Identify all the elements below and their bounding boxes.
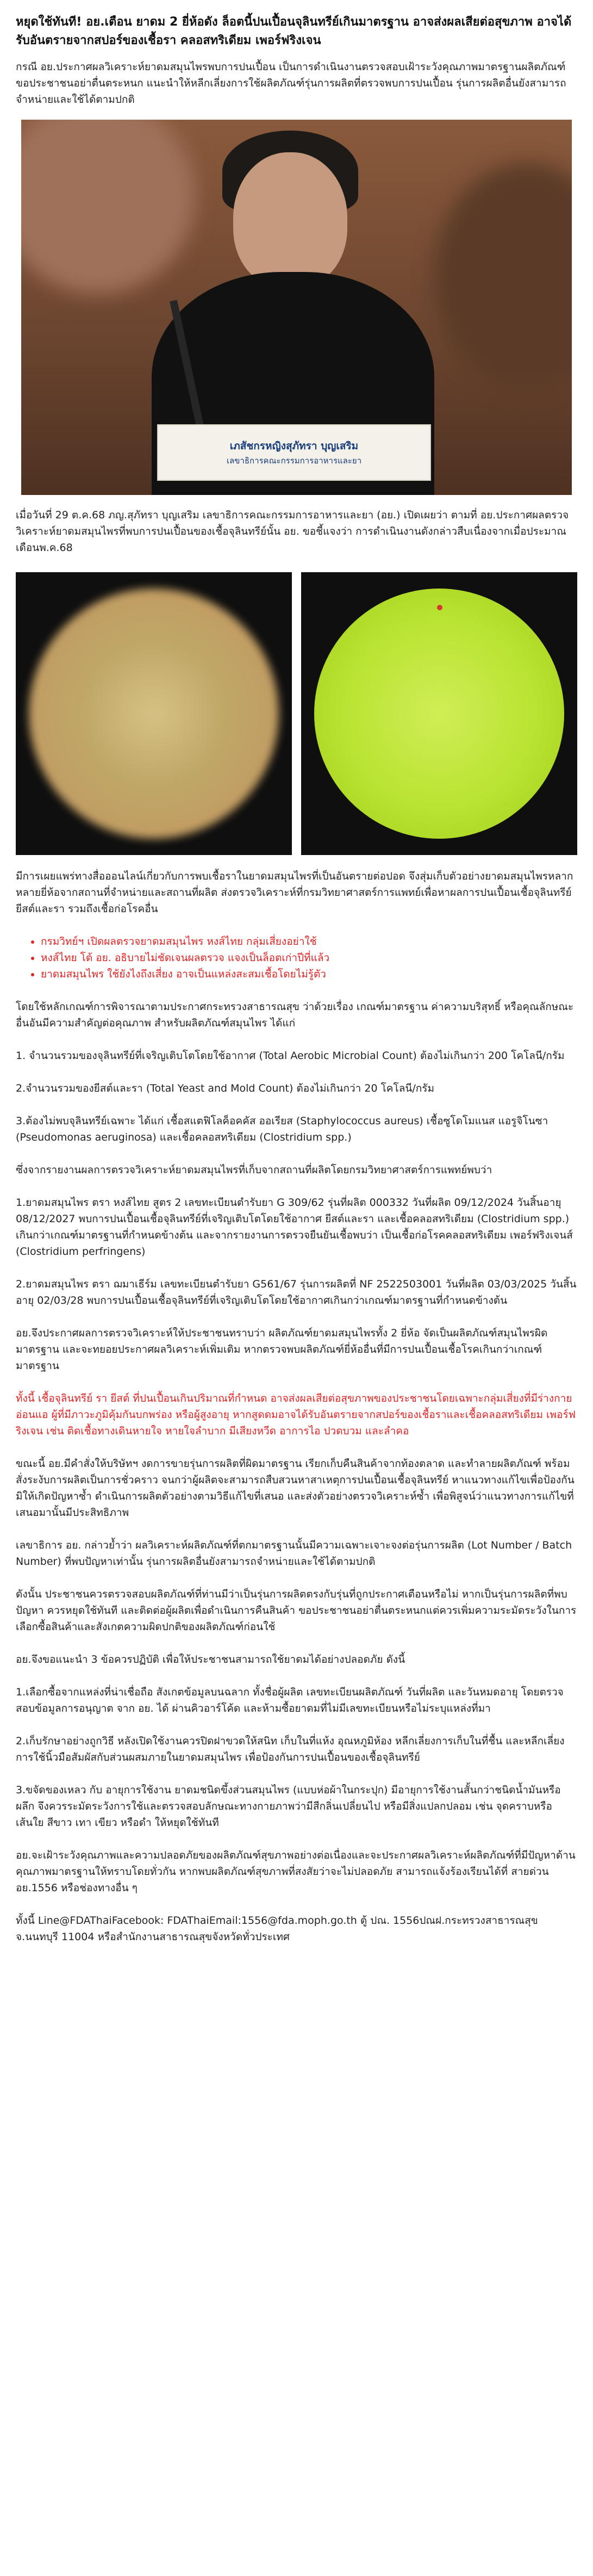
- related-news-link[interactable]: • กรมวิทย์ฯ เปิดผลตรวจยาดมสมุนไพร หงส์ไทย กลุ่มเสี่ยงอย่าใช้: [41, 933, 577, 950]
- article-paragraph: มีการเผยแพร่ทางสื่อออนไลน์เกี่ยวกับการพบเชื้อราในยาดมสมุนไพรที่เป็นอันตรายต่อปอด จึงสุ่มเก็บตัวอย่างยาดมสมุนไพรหลากหลายยี่ห้อจากสถานที่จำหน่ายและสถานที่ผลิต ส่งตรวจวิเคราะห์ที่กรมวิทยาศาสตร์การแพทย์เพื่อหาผลการปนเปื้อนเชื้อจุลินทรีย์ ยีสต์และรา รวมถึงเชื้อก่อโรคอื่น: [16, 870, 573, 915]
- article-paragraph: โดยใช้หลักเกณฑ์การพิจารณาตามประกาศกระทรวงสาธารณสุข ว่าด้วยเรื่อง เกณฑ์มาตรฐาน ค่าความบริสุทธิ์ หรือคุณลักษณะอื่นอันมีความสำคัญต่อคุณภาพ สำหรับผลิตภัณฑ์สมุนไพร ได้แก่: [16, 1001, 574, 1029]
- background-blur-shape: [21, 120, 195, 294]
- article-headline: หยุดใช้ทันที! อย.เตือน ยาดม 2 ยี่ห้อดัง ล็อตนี้ปนเปื้อนจุลินทรีย์เกินมาตรฐาน อาจส่งผลเสียต่อสุขภาพ อาจได้รับอันตรายจากสปอร์ของเชื้อรา คลอสทริเดียม เพอร์ฟริงเจน: [16, 15, 572, 47]
- article-lead: กรณี อย.ประกาศผลวิเคราะห์ยาดมสมุนไพรพบการปนเปื้อน เป็นการดำเนินงานตรวจสอบเฝ้าระวังคุณภาพมาตรฐานผลิตภัณฑ์ ขอประชาชนอย่าตื่นตระหนก แนะนำให้หลีกเลี่ยงการใช้ผลิตภัณฑ์รุ่นการผลิตที่ตรวจพบการปนเปื้อน รุ่นการผลิตอื่นยังสามารถจำหน่ายและใช้ได้ตามปกติ: [16, 61, 566, 106]
- petri-dish-culture: [29, 589, 279, 839]
- article-paragraph: ซึ่งจากรายงานผลการตรวจวิเคราะห์ยาดมสมุนไพรที่เก็บจากสถานที่ผลิตโดยกรมวิทยาศาสตร์การแพทย์พบว่า: [16, 1164, 492, 1176]
- related-news-link[interactable]: • ยาดมสมุนไพร ใช้ยังไงถึงเสี่ยง อาจเป็นแหล่งสะสมเชื้อโดยไม่รู้ตัว: [41, 966, 577, 982]
- health-warning: ทั้งนี้ เชื้อจุลินทรีย์ รา ยีสต์ ที่ปนเปื้อนเกินปริมาณที่กำหนด อาจส่งผลเสียต่อสุขภาพของประชาชนโดยเฉพาะกลุ่มเสี่ยงที่มีร่างกายอ่อนแอ ผู้ที่มีภาวะภูมิคุ้มกันบกพร่อง หรือผู้สูงอายุ หากสูดดมอาจได้รับอันตรายจากสปอร์ของเชื้อราและเชื้อคลอสทริเดียม เพอร์ฟริงเจน เช่น ติดเชื้อทางเดินหายใจ หายใจลำบาก มีเสียงหวีด อาการไอ ปวดบวม และลำคอ: [16, 1392, 576, 1437]
- petri-dish-images: [16, 572, 577, 855]
- culture-spot: [437, 605, 442, 610]
- speaker-nameplate: [157, 424, 431, 481]
- finding-item: 1.ยาดมสมุนไพร ตรา หงส์ไทย สูตร 2 เลขทะเบียนตำรับยา G 309/62 รุ่นที่ผลิต 000332 วันที่ผลิต 09/12/2024 วันสิ้นอายุ 08/12/2027 พบการปนเปื้อนเชื้อจุลินทรีย์ที่เจริญเติบโตโดยใช้อากาศ ยีสต์และรา และเชื้อคลอสทริเดียม (Clostridium spp.) เกินกว่าเกณฑ์มาตรฐานที่กำหนดข้างต้น และจากรายงานการตรวจยืนยันเชื้อพบว่า เป็นเชื้อก่อโรคคลอสทริเดียม เพอร์ฟริงเจนส์ (Clostridium perfringens): [16, 1197, 573, 1258]
- article-paragraph: อย.จึงประกาศผลการตรวจวิเคราะห์ให้ประชาชนทราบว่า ผลิตภัณฑ์ยาดมสมุนไพรทั้ง 2 ยี่ห้อ จัดเป็นผลิตภัณฑ์สมุนไพรผิดมาตรฐาน และจะทยอยประกาศผลวิเคราะห์เพิ่มเติม หากตรวจพบผลิตภัณฑ์ยี่ห้ออื่นที่มีการปนเปื้อนเชื้อโรคเกินกว่าเกณฑ์มาตรฐาน: [16, 1327, 548, 1372]
- related-news-link[interactable]: • หงส์ไทย โต้ อย. อธิบายไม่ชัดเจนผลตรวจ แจงเป็นล็อตเก่าปีที่แล้ว: [41, 950, 577, 966]
- petri-dish-culture: [314, 589, 564, 839]
- article-paragraph: อย.จะเฝ้าระวังคุณภาพและความปลอดภัยของผลิตภัณฑ์สุขภาพอย่างต่อเนื่องและจะประกาศผลวิเคราะห์ผลิตภัณฑ์ที่มีปัญหาด้านคุณภาพมาตรฐานให้ทราบโดยทั่วกัน หากพบผลิตภัณฑ์สุขภาพที่สงสัยว่าจะไม่ปลอดภัย สามารถแจ้งร้องเรียนได้ที่ สายด่วน อย.1556 หรือช่องทางอื่น ๆ: [16, 1849, 576, 1894]
- article-paragraph: ขณะนี้ อย.มีคำสั่งให้บริษัทฯ งดการขายรุ่นการผลิตที่ผิดมาตรฐาน เรียกเก็บคืนสินค้าจากท้องตลาด และทำลายผลิตภัณฑ์ พร้อมสั่งระงับการผลิตเป็นการชั่วคราว จนกว่าผู้ผลิตจะสามารถสืบสวนหาสาเหตุการปนเปื้อนเชื้อจุลินทรีย์ หาแนวทางแก้ไขเพื่อป้องกันมิให้เกิดปัญหาซ้ำ ดำเนินการผลิตตัวอย่างตามวิธีแก้ไขที่เสนอ และส่งตัวอย่างตรวจวิเคราะห์ซ้ำ เพื่อพิสูจน์ว่าแนวทางการแก้ไขที่เสนอมานั้นมีประสิทธิภาพ: [16, 1458, 575, 1519]
- criteria-item: 3.ต้องไม่พบจุลินทรีย์เฉพาะ ได้แก่ เชื้อสแตฟิโลค็อคคัส ออเรียส (Staphylococcus aureus) เชื้อซูโดโมแนส แอรูจิโนซา (Pseudomonas aeruginosa) และเชื้อคลอสทริเดียม (Clostridium spp.): [16, 1115, 548, 1143]
- criteria-item: 2.จำนวนรวมของยีสต์และรา (Total Yeast and Mold Count) ต้องไม่เกินกว่า 20 โคโลนี/กรัม: [16, 1082, 434, 1094]
- press-conference-photo: [21, 120, 572, 495]
- article-paragraph: อย.จึงขอแนะนำ 3 ข้อควรปฏิบัติ เพื่อให้ประชาชนสามารถใช้ยาดมได้อย่างปลอดภัย ดังนี้: [16, 1654, 405, 1665]
- bottom-spacer: [16, 1961, 577, 1965]
- background-blur-shape: [434, 163, 572, 392]
- advice-item: 1.เลือกซื้อจากแหล่งที่น่าเชื่อถือ สังเกตข้อมูลบนฉลาก ทั้งชื่อผู้ผลิต เลขทะเบียนผลิตภัณฑ์ วันที่ผลิต และวันหมดอายุ โดยตรวจสอบข้อมูลการอนุญาต จาก อย. ได้ ผ่านคิวอาร์โค้ด และห้ามซื้อยาดมที่ไม่มีเลขทะเบียนหรือไม่ระบุแหล่งที่มา: [16, 1686, 564, 1714]
- article-paragraph: เลขาธิการ อย. กล่าวย้ำว่า ผลวิเคราะห์ผลิตภัณฑ์ที่ตกมาตรฐานนั้นมีความเฉพาะเจาะจงต่อรุ่นการผลิต (Lot Number / Batch Number) ที่พบปัญหาเท่านั้น รุ่นการผลิตอื่นยังสามารถจำหน่ายและใช้ได้ตามปกติ: [16, 1539, 572, 1568]
- nameplate-title: เลขาธิการคณะกรรมการอาหารและยา: [226, 456, 362, 466]
- speaker-face: [233, 152, 347, 288]
- contact-info: ทั้งนี้ Line@FDAThaiFacebook: FDAThaiEmail:1556@fda.moph.go.th ตู้ ปณ. 1556ปณฝ.กระทรวงสาธารณสุข จ.นนทบุรี 11004 หรือสำนักงานสาธารณสุขจังหวัดทั่วประเทศ: [16, 1915, 538, 1943]
- nameplate-name: เภสัชกรหญิงสุภัทรา บุญเสริม: [229, 440, 359, 452]
- article-paragraph: เมื่อวันที่ 29 ต.ค.68 ภญ.สุภัทรา บุญเสริม เลขาธิการคณะกรรมการอาหารและยา (อย.) เปิดเผยว่า ตามที่ อย.ประกาศผลตรวจวิเคราะห์ยาดมสมุนไพรที่พบการปนเปื้อนของเชื้อจุลินทรีย์นั้น อย. ขอชี้แจงว่า การดำเนินงานดังกล่าวสืบเนื่องจากเมื่อประมาณ เดือนพ.ค.68: [16, 509, 569, 554]
- petri-dish-blurred: [16, 572, 292, 855]
- news-article: [16, 0, 577, 1965]
- petri-dish-green: [301, 572, 577, 855]
- related-news-list: [16, 933, 577, 982]
- article-paragraph: ดังนั้น ประชาชนควรตรวจสอบผลิตภัณฑ์ที่ท่านมีว่าเป็นรุ่นการผลิตตรงกับรุ่นที่ถูกประกาศเตือนหรือไม่ หากเป็นรุ่นการผลิตที่พบปัญหา ควรหยุดใช้ทันที และติดต่อผู้ผลิตเพื่อดำเนินการคืนสินค้า ขอประชาชนอย่าตื่นตระหนกแต่ควรเพิ่มความระมัดระวังในการเลือกซื้อสินค้าและสังเกตความผิดปกติของผลิตภัณฑ์ก่อนใช้: [16, 1588, 577, 1633]
- finding-item: 2.ยาดมสมุนไพร ตรา ฌมาเธีร์ม เลขทะเบียนตำรับยา G561/67 รุ่นการผลิตที่ NF 2522503001 วันที่ผลิต 03/03/2025 วันสิ้นอายุ 02/03/28 พบการปนเปื้อนเชื้อจุลินทรีย์ที่เจริญเติบโตโดยใช้อากาศเกินกว่าเกณฑ์มาตรฐานที่กำหนดข้างต้น: [16, 1278, 577, 1306]
- advice-item: 3.ขจัดของเหลว กับ อายุการใช้งาน ยาดมชนิดขึ้งส่วนสมุนไพร (แบบห่อผ้าในกระปุก) มีอายุการใช้งานสั้นกว่าชนิดน้ำมันหรือผลึก จึงควรระมัดระวังการใช้และตรวจสอบลักษณะทางกายภาพว่ามีสีกลิ่นเปลี่ยนไป หรือมีสิ่งแปลกปลอม เช่น จุดคราบหรือเส้นใย สีขาว เทา เขียว หรือดำ ให้หยุดใช้ทันที: [16, 1784, 561, 1829]
- criteria-item: 1. จำนวนรวมของจุลินทรีย์ที่เจริญเติบโตโดยใช้อากาศ (Total Aerobic Microbial Count) ต้องไม่เกินกว่า 200 โคโลนี/กรัม: [16, 1050, 565, 1062]
- advice-item: 2.เก็บรักษาอย่างถูกวิธี หลังเปิดใช้งานควรปิดฝาขวดให้สนิท เก็บในที่แห้ง อุณหภูมิห้อง หลีกเลี่ยงการเก็บในที่ชื้น และหลีกเลี่ยงการใช้นิ้วมือสัมผัสกับส่วนผสมภายในยาดมสมุนไพร เพื่อป้องกันการปนเปื้อนของเชื้อจุลินทรีย์: [16, 1735, 565, 1763]
